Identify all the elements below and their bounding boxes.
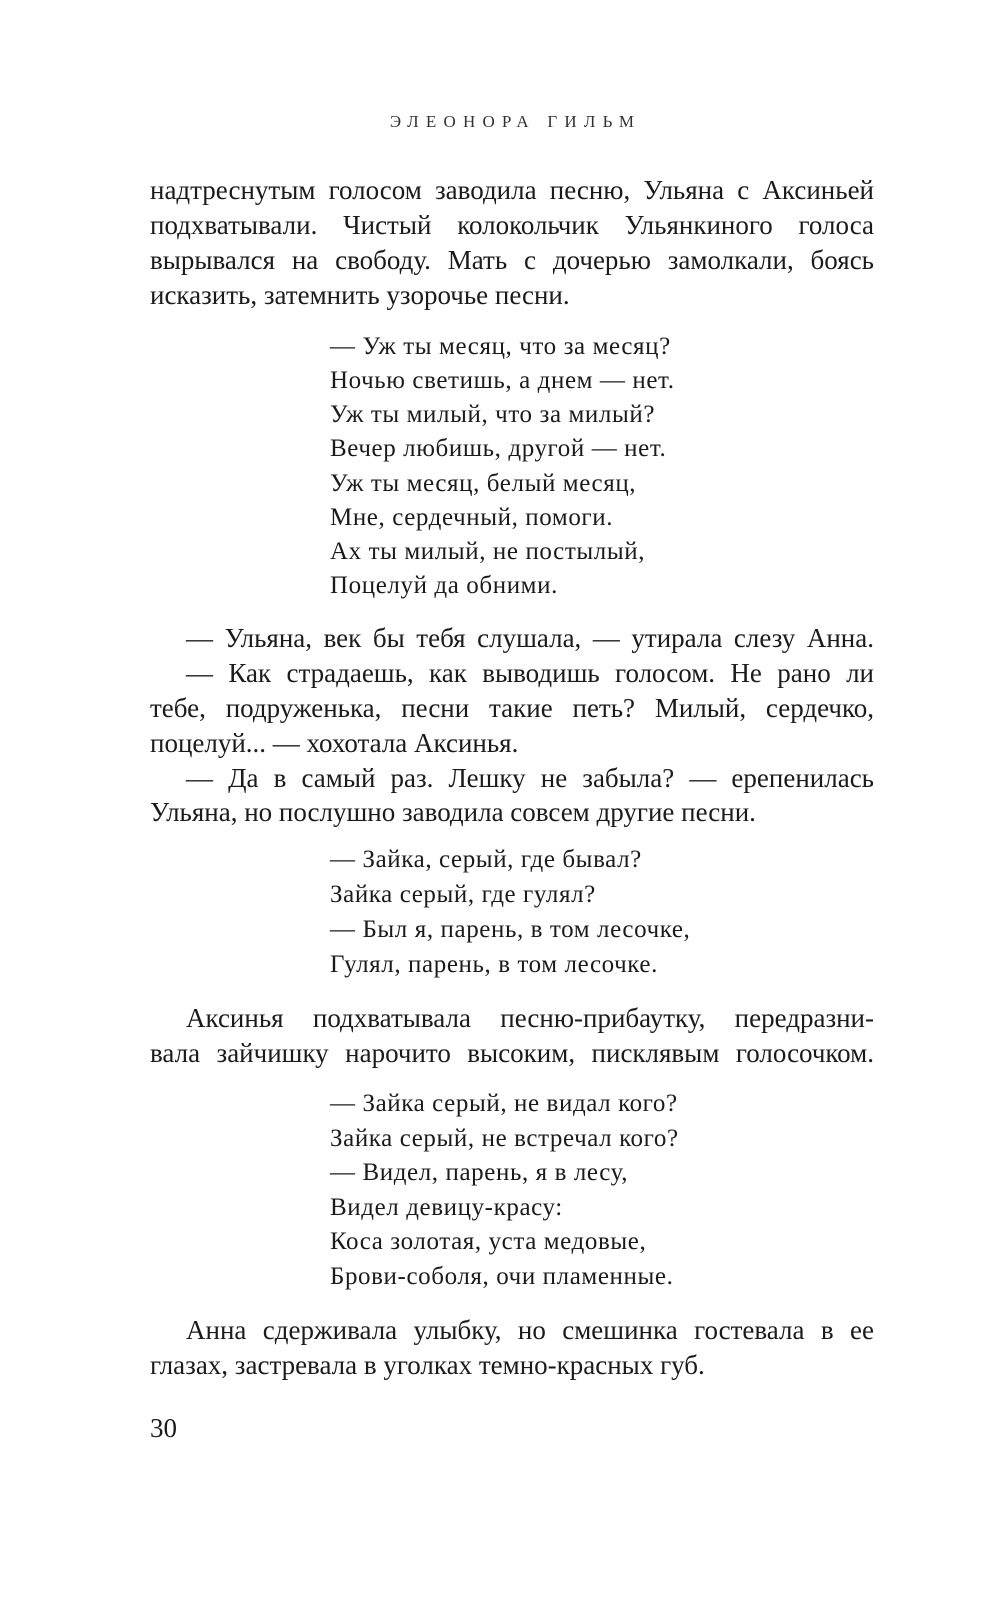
text-line: тебе, подруженька, песни такие петь? Милый, сердечко, (150, 693, 874, 723)
verse-line: Поцелуй да обними. (330, 572, 558, 599)
page-number: 30 (150, 1413, 177, 1443)
text-line: Аксинья подхватывала песню-прибаутку, передразни- (186, 1003, 874, 1033)
running-head: ЭЛЕОНОРА ГИЛЬМ (389, 112, 642, 131)
verse-line: Гулял, парень, в том лесочке. (330, 951, 658, 978)
text-line: — Как страдаешь, как выводишь голосом. Не рано ли (186, 658, 874, 688)
text-line: поцелуй... — хохотала Аксинья. (150, 728, 519, 758)
verse-line: Видел девицу-красу: (330, 1194, 563, 1221)
text-line: глазах, застревала в уголках темно-красных губ. (150, 1350, 705, 1380)
verse-line: Коса золотая, уста медовые, (330, 1228, 647, 1255)
text-line: Анна сдерживала улыбку, но смешинка гостевала в ее (186, 1315, 874, 1345)
text-line: Ульяна, но послушно заводила совсем другие песни. (150, 797, 756, 827)
text-line: — Да в самый раз. Лешку не забыла? — ерепенилась (186, 763, 874, 793)
text-line: надтреснутым голосом заводила песню, Ульяна с Аксиньей (150, 175, 874, 205)
text-line: исказить, затемнить узорочье песни. (150, 280, 570, 310)
text-line: вала зайчишку нарочито высоким, писклявым голосочком. (150, 1038, 874, 1068)
verse-line: — Зайка серый, не видал кого? (330, 1090, 678, 1117)
verse-line: — Зайка, серый, где бывал? (330, 846, 642, 873)
text-line: подхватывали. Чистый колокольчик Ульянкиного голоса (150, 210, 874, 240)
text-line: — Ульяна, век бы тебя слушала, — утирала слезу Анна. (186, 623, 874, 653)
verse-line: Зайка серый, не встречал кого? (330, 1125, 679, 1152)
verse-line: Ах ты милый, не постылый, (330, 538, 646, 565)
verse-line: Зайка серый, где гулял? (330, 881, 596, 908)
verse-line: Уж ты месяц, белый месяц, (330, 470, 637, 497)
verse-line: — Уж ты месяц, что за месяц? (330, 333, 671, 360)
verse-line: — Был я, парень, в том лесочке, (330, 916, 691, 943)
verse-line: — Видел, парень, я в лесу, (330, 1159, 629, 1186)
verse-line: Мне, сердечный, помоги. (330, 504, 614, 531)
verse-line: Уж ты милый, что за милый? (330, 401, 656, 428)
text-line: вырывался на свободу. Мать с дочерью замолкали, боясь (150, 245, 874, 275)
verse-line: Ночью светишь, а днем — нет. (330, 367, 675, 394)
verse-line: Брови-соболя, очи пламенные. (330, 1263, 674, 1290)
verse-line: Вечер любишь, другой — нет. (330, 435, 667, 462)
